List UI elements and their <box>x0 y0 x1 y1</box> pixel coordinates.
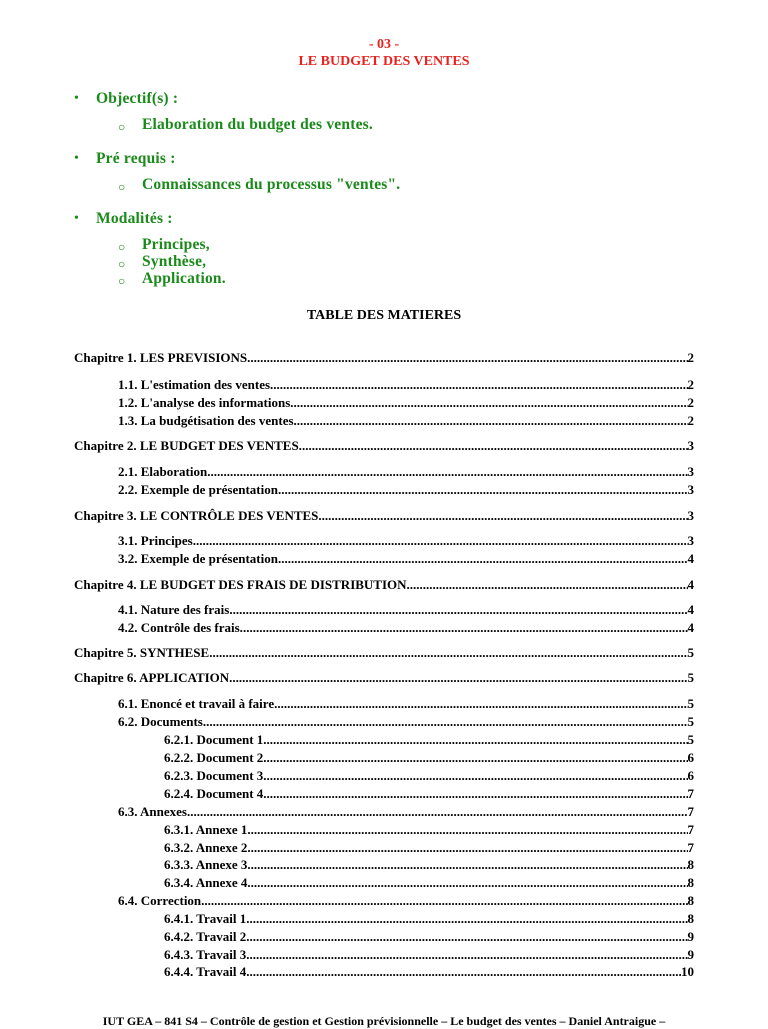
toc-entry-chapter-1[interactable]: Chapitre 1. LES PREVISIONS. ..... 2 <box>74 350 694 366</box>
chapter-number: - 03 - <box>368 37 400 52</box>
toc-entry-6-1[interactable]: 6.1. Enoncé et travail à faire. ..... 5 <box>118 696 694 712</box>
toc-entry-6-4-3[interactable]: 6.4.3. Travail 3. ..... 9 <box>164 947 694 963</box>
toc-title: TABLE DES MATIERES <box>306 308 462 323</box>
toc-entry-6-4[interactable]: 6.4. Correction. ..... 8 <box>118 893 694 909</box>
section-item: Synthèse, <box>142 253 207 270</box>
toc-entry-6-2[interactable]: 6.2. Documents. ..... 5 <box>118 714 694 730</box>
toc-entry-chapter-5[interactable]: Chapitre 5. SYNTHESE. ..... 5 <box>74 645 694 661</box>
toc-entry-6-3-3[interactable]: 6.3.3. Annexe 3. ..... 8 <box>164 857 694 873</box>
toc-entry-2-2[interactable]: 2.2. Exemple de présentation ..... 3 <box>118 482 694 498</box>
toc-entry-chapter-2[interactable]: Chapitre 2. LE BUDGET DES VENTES. ..... 3 <box>74 438 694 454</box>
toc-entry-4-1[interactable]: 4.1. Nature des frais ..... 4 <box>118 602 694 618</box>
circle-bullet-icon: ○ <box>118 257 126 271</box>
circle-bullet-icon: ○ <box>118 120 126 134</box>
bullet-mark: • <box>74 91 79 106</box>
circle-bullet-icon: ○ <box>118 274 126 288</box>
bullet-mark: • <box>74 211 79 226</box>
toc-entry-6-2-4[interactable]: 6.2.4. Document 4. ..... 7 <box>164 786 694 802</box>
section-item: Principes, <box>142 236 210 253</box>
toc-entry-6-3-1[interactable]: 6.3.1. Annexe 1. ..... 7 <box>164 822 694 838</box>
toc-entry-chapter-4[interactable]: Chapitre 4. LE BUDGET DES FRAIS DE DISTRIBUTION. ..... 4 <box>74 577 694 593</box>
section-label-objectifs: Objectif(s) : <box>96 90 179 107</box>
toc-entry-chapter-3[interactable]: Chapitre 3. LE CONTRÔLE DES VENTES. ..... 3 <box>74 508 694 524</box>
section-label-prerequis: Pré requis : <box>96 150 176 167</box>
toc-entry-3-2[interactable]: 3.2. Exemple de présentation ..... 4 <box>118 551 694 567</box>
section-item: Elaboration du budget des ventes. <box>142 116 373 133</box>
toc-entry-1-3[interactable]: 1.3. La budgétisation des ventes. ..... 2 <box>118 413 694 429</box>
toc-entry-6-4-1[interactable]: 6.4.1. Travail 1. ..... 8 <box>164 911 694 927</box>
toc-entry-3-1[interactable]: 3.1. Principes. ..... 3 <box>118 533 694 549</box>
toc-entry-6-4-2[interactable]: 6.4.2. Travail 2. ..... 9 <box>164 929 694 945</box>
section-item: Connaissances du processus "ventes". <box>142 176 401 193</box>
bullet-mark: • <box>74 151 79 166</box>
toc-entry-1-1[interactable]: 1.1. L'estimation des ventes. ..... 2 <box>118 377 694 393</box>
page-footer: IUT GEA – 841 S4 – Contrôle de gestion et Gestion prévisionnelle – Le budget des ventes – Daniel Antraigue – <box>102 1014 666 1028</box>
toc-entry-6-2-1[interactable]: 6.2.1. Document 1. ..... 5 <box>164 732 694 748</box>
circle-bullet-icon: ○ <box>118 240 126 254</box>
section-item: Application. <box>142 270 226 287</box>
chapter-title: LE BUDGET DES VENTES <box>298 54 470 69</box>
toc-entry-6-4-4[interactable]: 6.4.4. Travail 4. ..... 10 <box>164 964 694 980</box>
toc-entry-chapter-6[interactable]: Chapitre 6. APPLICATION. ..... 5 <box>74 670 694 686</box>
toc-entry-6-3-2[interactable]: 6.3.2. Annexe 2. ..... 7 <box>164 840 694 856</box>
toc-entry-4-2[interactable]: 4.2. Contrôle des frais. ..... 4 <box>118 620 694 636</box>
toc-entry-6-2-2[interactable]: 6.2.2. Document 2. ..... 6 <box>164 750 694 766</box>
toc-entry-6-3[interactable]: 6.3. Annexes. ..... 7 <box>118 804 694 820</box>
circle-bullet-icon: ○ <box>118 180 126 194</box>
toc-entry-6-3-4[interactable]: 6.3.4. Annexe 4. ..... 8 <box>164 875 694 891</box>
section-label-modalites: Modalités : <box>96 210 173 227</box>
toc-entry-2-1[interactable]: 2.1. Elaboration. ..... 3 <box>118 464 694 480</box>
toc-entry-6-2-3[interactable]: 6.2.3. Document 3. ..... 6 <box>164 768 694 784</box>
toc-entry-1-2[interactable]: 1.2. L'analyse des informations. ..... 2 <box>118 395 694 411</box>
